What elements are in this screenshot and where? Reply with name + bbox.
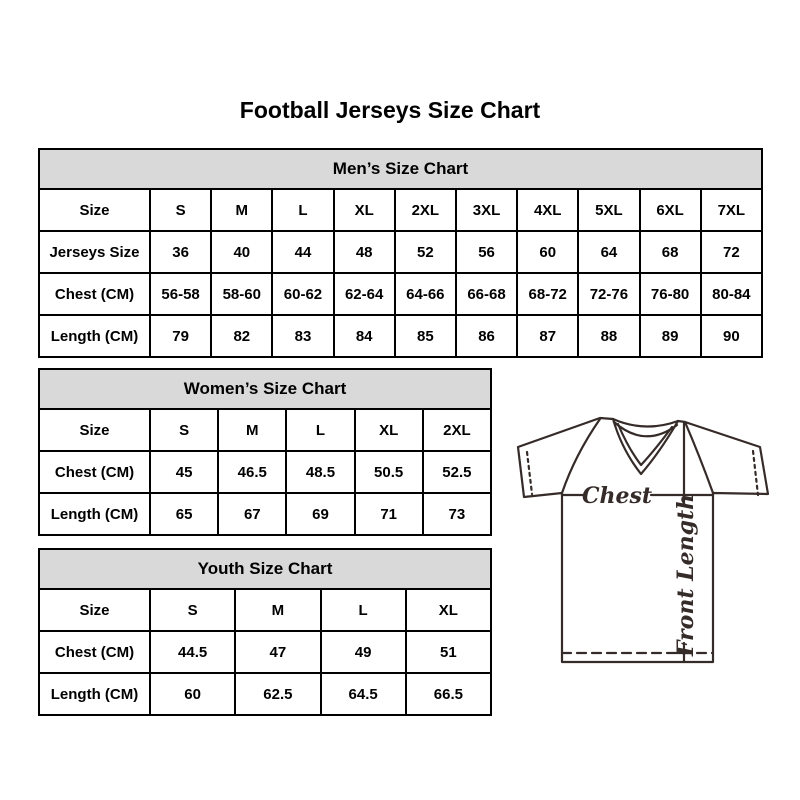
value-cell: 45	[150, 451, 218, 493]
size-header-cell: L	[272, 189, 333, 231]
mens-table-title: Men’s Size Chart	[39, 149, 762, 189]
row-label-cell: Size	[39, 409, 150, 451]
value-cell: 68	[640, 231, 701, 273]
size-header-cell: 2XL	[423, 409, 491, 451]
size-header-cell: S	[150, 189, 211, 231]
value-cell: 73	[423, 493, 491, 535]
value-cell: 60	[150, 673, 235, 715]
value-cell: 46.5	[218, 451, 286, 493]
value-cell: 51	[406, 631, 491, 673]
size-header-cell: 6XL	[640, 189, 701, 231]
value-cell: 72	[701, 231, 762, 273]
right-armhole-seam	[685, 422, 713, 493]
value-cell: 64-66	[395, 273, 456, 315]
value-cell: 79	[150, 315, 211, 357]
size-header-cell: XL	[406, 589, 491, 631]
left-cuff-dashed-line	[527, 452, 532, 494]
row-label-cell: Length (CM)	[39, 493, 150, 535]
womens-size-table	[38, 368, 492, 536]
size-header-cell: M	[218, 409, 286, 451]
value-cell: 68-72	[517, 273, 578, 315]
value-cell: 52.5	[423, 451, 491, 493]
value-cell: 36	[150, 231, 211, 273]
jersey-outline	[518, 418, 768, 662]
value-cell: 89	[640, 315, 701, 357]
size-header-cell: XL	[355, 409, 423, 451]
size-header-cell: 5XL	[578, 189, 639, 231]
row-label-cell: Size	[39, 189, 150, 231]
value-cell: 44.5	[150, 631, 235, 673]
value-cell: 80-84	[701, 273, 762, 315]
value-cell: 66.5	[406, 673, 491, 715]
value-cell: 60-62	[272, 273, 333, 315]
table-row	[39, 315, 762, 357]
value-cell: 82	[211, 315, 272, 357]
size-header-cell: L	[321, 589, 406, 631]
value-cell: 60	[517, 231, 578, 273]
value-cell: 48.5	[286, 451, 354, 493]
value-cell: 71	[355, 493, 423, 535]
size-header-cell: S	[150, 589, 235, 631]
value-cell: 44	[272, 231, 333, 273]
value-cell: 67	[218, 493, 286, 535]
value-cell: 40	[211, 231, 272, 273]
table-row	[39, 451, 491, 493]
size-header-cell: S	[150, 409, 218, 451]
table-title-row	[39, 149, 762, 189]
value-cell: 90	[701, 315, 762, 357]
jersey-diagram	[505, 405, 790, 675]
collar-top-arc	[613, 419, 678, 427]
front-length-label: Front Length	[673, 493, 699, 657]
value-cell: 85	[395, 315, 456, 357]
size-header-cell: M	[211, 189, 272, 231]
row-label-cell: Chest (CM)	[39, 451, 150, 493]
table-row	[39, 189, 762, 231]
value-cell: 84	[334, 315, 395, 357]
mens-size-table	[38, 148, 763, 358]
value-cell: 56	[456, 231, 517, 273]
womens-table-title: Women’s Size Chart	[39, 369, 491, 409]
row-label-cell: Length (CM)	[39, 673, 150, 715]
value-cell: 48	[334, 231, 395, 273]
row-label-cell: Length (CM)	[39, 315, 150, 357]
value-cell: 64.5	[321, 673, 406, 715]
value-cell: 56-58	[150, 273, 211, 315]
page-title: Football Jerseys Size Chart	[239, 97, 541, 123]
value-cell: 88	[578, 315, 639, 357]
value-cell: 64	[578, 231, 639, 273]
value-cell: 52	[395, 231, 456, 273]
table-row	[39, 273, 762, 315]
value-cell: 69	[286, 493, 354, 535]
table-title-row	[39, 549, 491, 589]
value-cell: 47	[235, 631, 320, 673]
youth-size-table	[38, 548, 492, 716]
size-header-cell: 3XL	[456, 189, 517, 231]
size-header-cell: M	[235, 589, 320, 631]
size-header-cell: 4XL	[517, 189, 578, 231]
size-header-cell: 7XL	[701, 189, 762, 231]
value-cell: 65	[150, 493, 218, 535]
row-label-cell: Jerseys Size	[39, 231, 150, 273]
table-row	[39, 631, 491, 673]
row-label-cell: Chest (CM)	[39, 631, 150, 673]
value-cell: 72-76	[578, 273, 639, 315]
value-cell: 49	[321, 631, 406, 673]
row-label-cell: Chest (CM)	[39, 273, 150, 315]
table-row	[39, 673, 491, 715]
right-cuff-dashed-line	[753, 451, 758, 495]
table-row	[39, 409, 491, 451]
table-title-row	[39, 369, 491, 409]
value-cell: 87	[517, 315, 578, 357]
value-cell: 62.5	[235, 673, 320, 715]
chest-label: Chest	[581, 483, 653, 509]
value-cell: 83	[272, 315, 333, 357]
value-cell: 76-80	[640, 273, 701, 315]
value-cell: 86	[456, 315, 517, 357]
value-cell: 62-64	[334, 273, 395, 315]
table-row	[39, 231, 762, 273]
row-label-cell: Size	[39, 589, 150, 631]
value-cell: 50.5	[355, 451, 423, 493]
size-header-cell: L	[286, 409, 354, 451]
size-header-cell: 2XL	[395, 189, 456, 231]
table-row	[39, 589, 491, 631]
youth-table-title: Youth Size Chart	[39, 549, 491, 589]
size-header-cell: XL	[334, 189, 395, 231]
value-cell: 66-68	[456, 273, 517, 315]
table-row	[39, 493, 491, 535]
value-cell: 58-60	[211, 273, 272, 315]
